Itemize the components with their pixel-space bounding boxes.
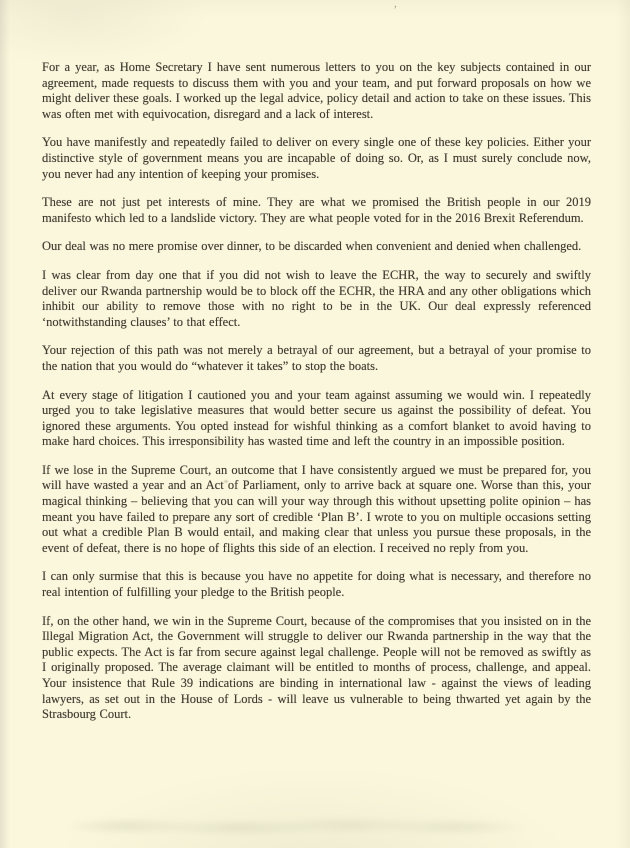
scan-dust-speck bbox=[224, 480, 228, 483]
letter-paragraph: I was clear from day one that if you did not wish to leave the ECHR, the way to securely and swiftly deliver our Rwanda partnership would be to block off the ECHR, the HRA and any other obligations which inhibit our ability to remove those with no right to be in the UK. Our deal expressly referenced ‘notwithstanding clauses’ to that effect. bbox=[42, 267, 591, 329]
letter-body bbox=[42, 60, 591, 736]
letter-paragraph: These are not just pet interests of mine. They are what we promised the British people in our 2019 manifesto which led to a landslide victory. They are what people voted for in the 2016 Brexit Referendum. bbox=[42, 195, 591, 225]
letter-paragraph: Our deal was no mere promise over dinner, to be discarded when convenient and denied when challenged. bbox=[42, 239, 582, 254]
scan-smudge-band bbox=[70, 818, 550, 834]
letter-paragraph: If, on the other hand, we win in the Supreme Court, because of the compromises that you insisted on in the Illegal Migration Act, the Government will struggle to deliver our Rwanda partnership in the way that the public expects. The Act is far from secure against legal challenge. People will not be removed as swiftly as I originally proposed. The average claimant will be entitled to months of process, challenge, and appeal. Your insistence that Rule 39 indications are binding in international law - against the views of leading lawyers, as set out in the House of Lords - will leave us vulnerable to being thwarted yet again by the Strasbourg Court. bbox=[42, 613, 591, 722]
scan-stray-mark: ’ bbox=[392, 3, 398, 17]
letter-paragraph: For a year, as Home Secretary I have sent numerous letters to you on the key subjects contained in our agreement, made requests to discuss them with you and your team, and put forward proposals on how we might deliver these goals. I worked up the legal advice, policy detail and action to take on these issues. This was often met with equivocation, disregard and a lack of interest. bbox=[42, 60, 591, 121]
letter-paragraph: I can only surmise that this is because you have no appetite for doing what is necessary, and therefore no real intention of fulfilling your pledge to the British people. bbox=[42, 569, 591, 600]
letter-paragraph: If we lose in the Supreme Court, an outcome that I have consistently argued we must be prepared for, you will have wasted a year and an Act of Parliament, only to arrive back at square one. Worse than this, your magical thinking – believing that you can will your way through this without upsetting polite opinion – has meant you have failed to prepare any sort of credible ‘Plan B’. I wrote to you on multiple occasions setting out what a credible Plan B would entail, and making clear that unless you pursue these proposals, in the event of defeat, there is no hope of flights this side of an election. I received no reply from you. bbox=[42, 462, 591, 555]
letter-paragraph: At every stage of litigation I cautioned you and your team against assuming we would win. I repeatedly urged you to take legislative measures that would better secure us against the possibility of defeat. You ignored these arguments. You opted instead for wishful thinking as a comfort blanket to avoid having to make hard choices. This irresponsibility has wasted time and left the country in an impossible position. bbox=[42, 387, 591, 449]
letter-paragraph: You have manifestly and repeatedly failed to deliver on every single one of these key policies. Either your distinctive style of government means you are incapable of doing so. Or, as I must surely conclude now, you never had any intention of keeping your promises. bbox=[42, 135, 591, 181]
letter-paragraph: Your rejection of this path was not merely a betrayal of our agreement, but a betrayal of your promise to the nation that you would do “whatever it takes” to stop the boats. bbox=[42, 343, 591, 373]
